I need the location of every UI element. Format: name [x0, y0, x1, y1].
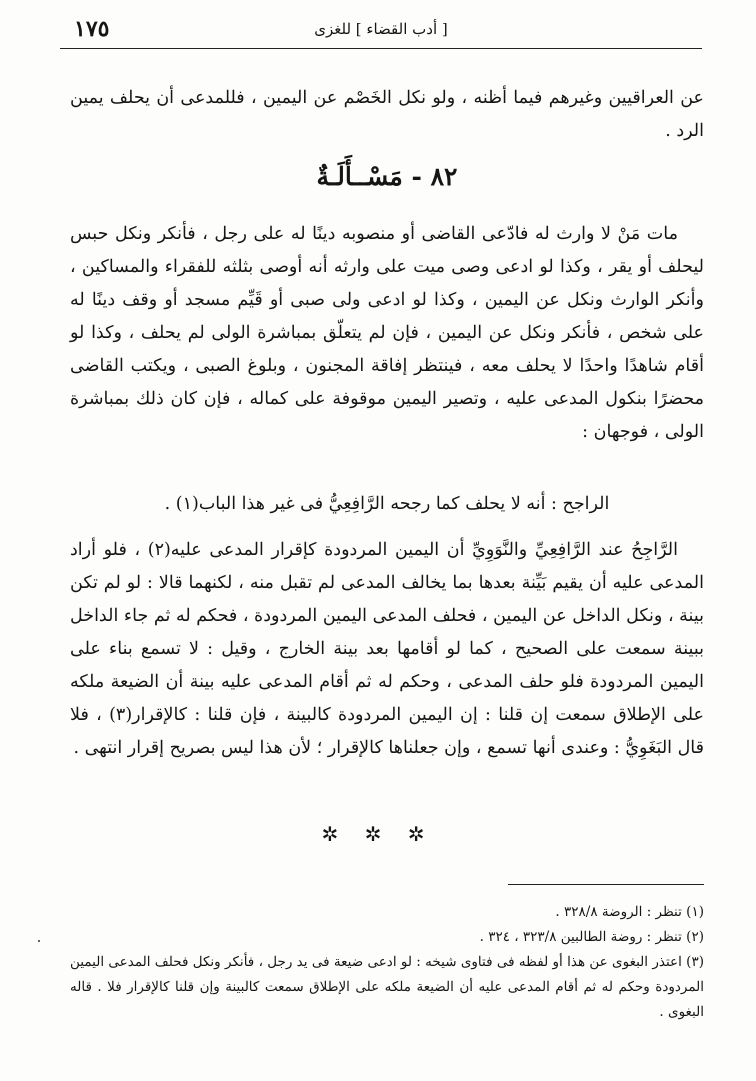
footnote-2: (٢) تنظر : روضة الطالبين ٣٢٣/٨ ، ٣٢٤ . [479, 929, 704, 945]
section-separator: ✲ ✲ ✲ [321, 822, 435, 846]
footnote-3: (٣) اعتذر البغوى عن هذا أو لفظه فى فتاوى شيخه : لو ادعى ضيعة فى يد رجل ، فأنكر ونكل فحلف المدعى اليمين المردودة وحكم له ثم أقام المدعى عليه أن الضيعة ملكه على الإطلاق سمعت كالبينة وإن قلنا كالإقرار فلا . قاله البغوى . [70, 954, 704, 1020]
running-title: [ أدب القضاء ] للغزى [314, 20, 448, 38]
footnote-rule [508, 884, 704, 885]
second-paragraph: الرَّاجِحُ عند الرَّافِعِيِّ والنَّوَوِيِّ أن اليمين المردودة كإقرار المدعى عليه(٢) ، فلو أراد المدعى عليه أن يقيم بَيِّنة بعدها بما يخالف المدعى لم تقبل منه ، لكنهما قالا : لو لم تكن بينة ، ونكل الداخل عن اليمين ، فحلف المدعى اليمين المردودة ، فحكم له ثم جاء الداخل ببينة سمعت على الصحيح ، كما لو أقامها بعد بينة الخارج ، وقيل : لا تسمع بناء على اليمين المردودة فلو حلف المدعى ، وحكم له ثم أقام المدعى عليه بينة أن الضيعة ملكه على الإطلاق سمعت إن قلنا : إن اليمين المردودة كالبينة ، فإن قلنا : كالإقرار(٣) ، فلا قال البَغَوِيُّ : وعندى أنها تسمع ، وإن جعلناها كالإقرار ؛ لأن هذا ليس بصريح إقرار انتهى . [70, 540, 704, 758]
scan-speck [38, 940, 40, 942]
intro-paragraph: عن العراقيين وغيرهم فيما أظنه ، ولو نكل الخَصْم عن اليمين ، فللمدعى أن يحلف يمين الرد . [70, 88, 704, 141]
page-number: ١٧٥ [74, 16, 110, 42]
footnotes [70, 900, 704, 1025]
page-header [60, 14, 702, 48]
rajih-paragraph: الراجح : أنه لا يحلف كما رجحه الرَّافِعِيُّ فى غير هذا الباب(١) . [164, 494, 610, 514]
section-heading: ٨٢ - مَسْــأَلَـةٌ [316, 162, 458, 191]
footnote-1: (١) تنظر : الروضة ٣٢٨/٨ . [555, 904, 704, 920]
header-rule [60, 48, 702, 49]
main-paragraph: مات مَنْ لا وارث له فادّعى القاضى أو منصوبه دينًا له على رجل ، فأنكر ونكل حبس ليحلف أو يقر ، وكذا لو ادعى وصى ميت على وارثه أنه أوصى بثلثه للفقراء والمساكين ، وأنكر الوارث ونكل عن اليمين ، وكذا لو ادعى ولى صبى أو قَيِّم مسجد أو وقف دينًا له على شخص ، فأنكر ونكل عن اليمين ، فإن لم يتعلّق بمباشرة الولى لم يحلف ، وكذا لو أقام شاهدًا واحدًا لا يحلف معه ، فينتظر إفاقة المجنون ، وبلوغ الصبى ، ويكتب القاضى محضرًا بنكول المدعى عليه ، وتصير اليمين موقوفة على كماله ، فإن كان ذلك بمباشرة الولى ، فوجهان : [70, 224, 704, 442]
